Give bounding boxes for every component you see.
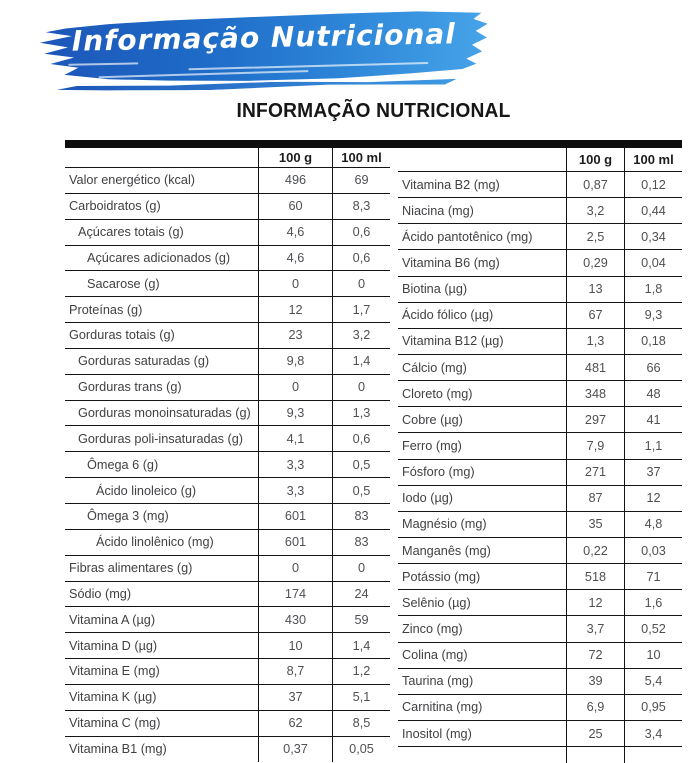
value-100ml: 0 (332, 271, 390, 296)
value-100ml: 4,8 (624, 512, 682, 537)
value-100ml: 0,52 (624, 616, 682, 641)
value-100g: 3,7 (566, 616, 624, 641)
table-row (65, 349, 390, 375)
value-100ml: 0,04 (624, 250, 682, 275)
value-100ml: 0,12 (624, 172, 682, 197)
nutrient-label: Vitamina C (mg) (69, 716, 161, 731)
value-100g: 4,1 (258, 426, 332, 451)
value-100g: 12 (566, 590, 624, 615)
table-row (65, 556, 390, 582)
table-row (398, 747, 682, 763)
column-header-100ml: 100 ml (332, 148, 390, 167)
table-row (65, 168, 390, 194)
value-100g: 496 (258, 168, 332, 193)
nutrient-label: Vitamina A (µg) (69, 612, 156, 627)
value-100g: 7,9 (566, 433, 624, 458)
value-100g (566, 747, 624, 763)
table-columns-wrapper (65, 148, 682, 763)
value-100g: 271 (566, 460, 624, 485)
nutrient-label: Cobre (µg) (402, 412, 463, 427)
table-row (398, 381, 682, 407)
value-100ml: 37 (624, 460, 682, 485)
value-100g: 0,37 (258, 737, 332, 763)
nutrient-label: Gorduras trans (g) (78, 380, 182, 395)
nutrient-label: Taurina (mg) (402, 674, 474, 689)
table-row (398, 198, 682, 224)
nutrient-label: Vitamina B1 (mg) (69, 742, 167, 757)
table-row (65, 452, 390, 478)
value-100g: 481 (566, 355, 624, 380)
table-row (65, 685, 390, 711)
value-100g: 6,9 (566, 695, 624, 720)
nutrient-label: Ácido pantotênico (mg) (402, 229, 533, 244)
value-100g: 4,6 (258, 246, 332, 271)
table-row (65, 401, 390, 427)
value-100g: 297 (566, 407, 624, 432)
value-100g: 3,2 (566, 198, 624, 223)
value-100g: 0 (258, 271, 332, 296)
table-row (398, 224, 682, 250)
nutrient-label: Manganês (mg) (402, 543, 491, 558)
value-100ml: 1,1 (624, 433, 682, 458)
value-100g: 87 (566, 486, 624, 511)
nutrition-table-right (398, 148, 682, 763)
table-row (65, 711, 390, 737)
value-100g: 0 (258, 375, 332, 400)
value-100g: 12 (258, 297, 332, 322)
value-100ml: 48 (624, 381, 682, 406)
value-100ml: 0,5 (332, 478, 390, 503)
table-row (65, 633, 390, 659)
table-row (65, 504, 390, 530)
value-100ml: 69 (332, 168, 390, 193)
value-100ml: 1,4 (332, 633, 390, 658)
nutrition-table-left (65, 148, 390, 763)
value-100g: 518 (566, 564, 624, 589)
table-row (398, 329, 682, 355)
table-row (65, 737, 390, 763)
nutrient-label: Ácido linolênico (mg) (96, 535, 214, 550)
banner (37, 0, 491, 94)
table-row (65, 530, 390, 556)
value-100ml: 0 (332, 556, 390, 581)
table-row (65, 478, 390, 504)
nutrient-label: Cálcio (mg) (402, 360, 467, 375)
value-100ml: 8,5 (332, 711, 390, 736)
value-100g: 601 (258, 530, 332, 555)
header-spacer (398, 148, 566, 171)
value-100ml: 0,44 (624, 198, 682, 223)
table-row (398, 538, 682, 564)
value-100ml: 0 (332, 375, 390, 400)
table-row (65, 607, 390, 633)
nutrient-label (398, 747, 566, 763)
nutrient-label: Carnitina (mg) (402, 700, 483, 715)
value-100ml: 3,2 (332, 323, 390, 348)
nutrient-label: Proteínas (g) (69, 302, 143, 317)
column-header-100ml: 100 ml (624, 148, 682, 171)
nutrient-label: Carboidratos (g) (69, 199, 161, 214)
nutrient-label: Selênio (µg) (402, 595, 471, 610)
nutrient-label: Gorduras saturadas (g) (78, 354, 210, 369)
value-100g: 2,5 (566, 224, 624, 249)
table-row (65, 659, 390, 685)
table-row (65, 220, 390, 246)
table-row (65, 297, 390, 323)
nutrient-label: Gorduras poli-insaturadas (g) (78, 431, 244, 446)
value-100ml: 1,4 (332, 349, 390, 374)
nutrient-label: Magnésio (mg) (402, 517, 487, 532)
value-100ml: 71 (624, 564, 682, 589)
table-row (398, 460, 682, 486)
table-row (65, 426, 390, 452)
table-row (398, 721, 682, 747)
page-title: INFORMAÇÃO NUTRICIONAL (236, 100, 511, 122)
nutrient-label: Ácido fólico (µg) (402, 308, 494, 323)
nutrient-label: Ferro (mg) (402, 438, 462, 453)
value-100ml: 9,3 (624, 303, 682, 328)
value-100g: 35 (566, 512, 624, 537)
value-100g: 601 (258, 504, 332, 529)
table-row (65, 194, 390, 220)
value-100g: 4,6 (258, 220, 332, 245)
table-row (65, 582, 390, 608)
nutrient-label: Inositol (mg) (402, 726, 472, 741)
value-100g: 9,3 (258, 401, 332, 426)
nutrient-label: Gorduras totais (g) (69, 328, 175, 343)
value-100g: 23 (258, 323, 332, 348)
value-100ml: 0,6 (332, 220, 390, 245)
table-row (65, 271, 390, 297)
value-100g: 8,7 (258, 659, 332, 684)
value-100ml: 5,4 (624, 669, 682, 694)
table-row (398, 669, 682, 695)
nutrient-label: Ômega 6 (g) (87, 457, 159, 472)
value-100g: 67 (566, 303, 624, 328)
value-100g: 348 (566, 381, 624, 406)
value-100g: 25 (566, 721, 624, 746)
nutrient-label: Iodo (µg) (402, 491, 454, 506)
table-row (398, 616, 682, 642)
nutrient-label: Gorduras monoinsaturadas (g) (78, 406, 251, 421)
value-100g: 174 (258, 582, 332, 607)
table-row (398, 355, 682, 381)
nutrient-label: Valor energético (kcal) (69, 173, 195, 188)
value-100g: 0,29 (566, 250, 624, 275)
value-100ml: 0,6 (332, 246, 390, 271)
value-100ml: 0,34 (624, 224, 682, 249)
value-100g: 37 (258, 685, 332, 710)
table-row (398, 590, 682, 616)
nutrient-label: Fibras alimentares (g) (69, 561, 193, 576)
table-row (65, 323, 390, 349)
value-100g: 60 (258, 194, 332, 219)
nutrient-label: Zinco (mg) (402, 621, 463, 636)
value-100ml: 1,3 (332, 401, 390, 426)
value-100ml: 24 (332, 582, 390, 607)
value-100ml: 12 (624, 486, 682, 511)
value-100g: 430 (258, 607, 332, 632)
value-100ml: 83 (332, 530, 390, 555)
value-100g: 0,22 (566, 538, 624, 563)
table-row (398, 407, 682, 433)
table-row (398, 695, 682, 721)
nutrient-label: Sacarose (g) (87, 276, 160, 291)
nutrient-label: Ômega 3 (mg) (87, 509, 169, 524)
table-row (398, 486, 682, 512)
nutrient-label: Potássio (mg) (402, 569, 481, 584)
value-100ml: 3,4 (624, 721, 682, 746)
value-100ml: 0,18 (624, 329, 682, 354)
value-100ml: 0,03 (624, 538, 682, 563)
value-100g: 3,3 (258, 452, 332, 477)
value-100g: 0,87 (566, 172, 624, 197)
value-100g: 1,3 (566, 329, 624, 354)
value-100ml: 41 (624, 407, 682, 432)
value-100ml: 0,95 (624, 695, 682, 720)
table-row (398, 172, 682, 198)
value-100ml: 1,2 (332, 659, 390, 684)
value-100g: 62 (258, 711, 332, 736)
nutrient-label: Niacina (mg) (402, 203, 474, 218)
value-100ml: 0,6 (332, 426, 390, 451)
table-row (398, 512, 682, 538)
nutrient-label: Biotina (µg) (402, 282, 468, 297)
value-100g: 3,3 (258, 478, 332, 503)
table-row (398, 564, 682, 590)
nutrient-label: Sódio (mg) (69, 586, 132, 601)
table-row (398, 303, 682, 329)
nutrient-label: Vitamina B12 (µg) (402, 334, 504, 349)
nutrient-label: Vitamina B2 (mg) (402, 177, 500, 192)
nutrient-label: Açúcares adicionados (g) (87, 250, 231, 265)
table-row (398, 277, 682, 303)
value-100ml: 0,05 (332, 737, 390, 763)
header-spacer (65, 148, 258, 167)
table-header-row (398, 148, 682, 172)
banner-title: Informação Nutricional (71, 17, 457, 58)
nutrient-label: Cloreto (mg) (402, 386, 473, 401)
column-header-100g: 100 g (258, 148, 332, 167)
table-top-bar (65, 140, 682, 148)
nutrient-label: Ácido linoleico (g) (96, 483, 197, 498)
value-100g: 72 (566, 643, 624, 668)
value-100ml (624, 747, 682, 763)
value-100ml: 5,1 (332, 685, 390, 710)
table-row (398, 433, 682, 459)
value-100g: 9,8 (258, 349, 332, 374)
nutrient-label: Vitamina K (µg) (69, 690, 157, 705)
value-100ml: 83 (332, 504, 390, 529)
nutrient-label: Vitamina E (mg) (69, 664, 160, 679)
table-header-row (65, 148, 390, 168)
value-100ml: 1,6 (624, 590, 682, 615)
nutrient-label: Vitamina D (µg) (69, 638, 158, 653)
value-100ml: 1,7 (332, 297, 390, 322)
table-row (65, 375, 390, 401)
value-100ml: 66 (624, 355, 682, 380)
value-100g: 13 (566, 277, 624, 302)
value-100ml: 59 (332, 607, 390, 632)
nutrient-label: Colina (mg) (402, 648, 468, 663)
nutrient-label: Açúcares totais (g) (78, 225, 184, 240)
value-100g: 10 (258, 633, 332, 658)
value-100ml: 1,8 (624, 277, 682, 302)
value-100ml: 10 (624, 643, 682, 668)
table-row (65, 246, 390, 272)
nutrition-table (65, 140, 682, 763)
column-header-100g: 100 g (566, 148, 624, 171)
value-100ml: 8,3 (332, 194, 390, 219)
table-row (398, 250, 682, 276)
nutrient-label: Vitamina B6 (mg) (402, 255, 500, 270)
value-100ml: 0,5 (332, 452, 390, 477)
nutrient-label: Fósforo (mg) (402, 465, 475, 480)
value-100g: 0 (258, 556, 332, 581)
table-row (398, 643, 682, 669)
value-100g: 39 (566, 669, 624, 694)
